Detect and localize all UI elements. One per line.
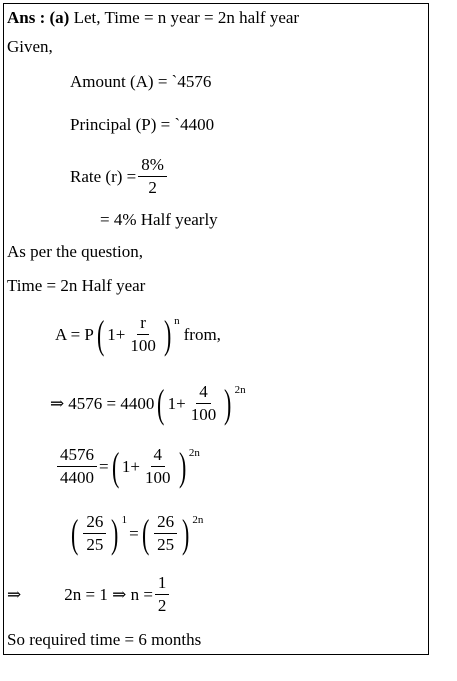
step2-numerator: 4576 (57, 445, 97, 467)
rate-fraction (138, 155, 167, 198)
formula-numerator: r (137, 313, 149, 335)
step1-one: 1+ (167, 393, 186, 413)
implies-arrow-icon: ⇒ (50, 393, 65, 414)
as-per-line: As per the question, (7, 242, 143, 261)
principal-line: Principal (P) = `4400 (70, 115, 215, 134)
right-paren: ) (182, 510, 190, 556)
left-paren: ( (141, 510, 150, 556)
step3-left-exponent: 1 (121, 513, 128, 526)
step2-fraction-numerator: 4 (151, 445, 166, 467)
answer-line (7, 8, 299, 28)
step4-denominator: 2 (157, 596, 167, 615)
formula-from: from, (183, 324, 221, 344)
step4-line (7, 573, 171, 616)
step4-text: 2n = 1 ⇒ n = (64, 584, 153, 604)
rate-result-line: = 4% Half yearly (100, 210, 218, 229)
rate-line (70, 155, 169, 198)
step2-denominator: 4400 (60, 468, 94, 487)
step4-fraction (155, 573, 170, 616)
step2-one: 1+ (121, 456, 141, 476)
rate-lhs: Rate (r) = (70, 166, 137, 186)
rate-numerator: 8% (138, 155, 167, 177)
implies-arrow-icon: ⇒ (7, 584, 22, 605)
step1-denominator: 100 (190, 405, 217, 424)
step3-equals: = (129, 523, 139, 543)
left-paren: ( (157, 380, 165, 426)
step2-exponent: 2n (188, 446, 200, 459)
formula-one: 1+ (107, 324, 126, 344)
step3-line (68, 512, 203, 555)
rate-denominator: 2 (148, 178, 157, 197)
right-paren: ) (111, 510, 119, 556)
step2-line (55, 445, 200, 488)
formula-denominator: 100 (130, 336, 156, 355)
step1-lhs: 4576 = 4400 (68, 393, 155, 413)
step3-left-fraction (83, 512, 106, 555)
time-line: Time = 2n Half year (7, 276, 146, 295)
step3-left-denominator: 25 (86, 535, 104, 554)
given-heading: Given, (7, 37, 53, 56)
step1-exponent: 2n (234, 383, 246, 396)
right-paren: ) (224, 380, 232, 426)
step3-right-denominator: 25 (157, 535, 175, 554)
answer-text: Let, Time = n year = 2n half year (69, 8, 300, 27)
step3-right-fraction (154, 512, 177, 555)
formula-line (55, 313, 221, 356)
amount-line: Amount (A) = `4576 (70, 72, 212, 91)
left-paren: ( (96, 311, 105, 357)
formula-exponent: n (174, 314, 180, 327)
step2-fraction-denominator: 100 (145, 468, 171, 487)
step3-right-exponent: 2n (192, 513, 204, 526)
left-paren: ( (111, 443, 119, 489)
left-paren: ( (70, 510, 79, 556)
formula-fraction (127, 313, 159, 356)
answer-label: Ans : (a) (7, 8, 70, 27)
step2-rhs-fraction (142, 445, 174, 488)
conclusion-line: So required time = 6 months (7, 630, 202, 649)
step3-right-numerator: 26 (154, 512, 177, 534)
step1-line (50, 382, 246, 425)
right-paren: ) (163, 311, 172, 357)
formula-lhs: A = P (55, 324, 94, 344)
step1-numerator: 4 (196, 382, 211, 404)
step1-fraction (188, 382, 220, 425)
step4-numerator: 1 (155, 573, 170, 595)
right-paren: ) (178, 443, 186, 489)
step3-left-numerator: 26 (83, 512, 106, 534)
step2-equals: = (99, 456, 109, 476)
step2-lhs-fraction (57, 445, 97, 488)
